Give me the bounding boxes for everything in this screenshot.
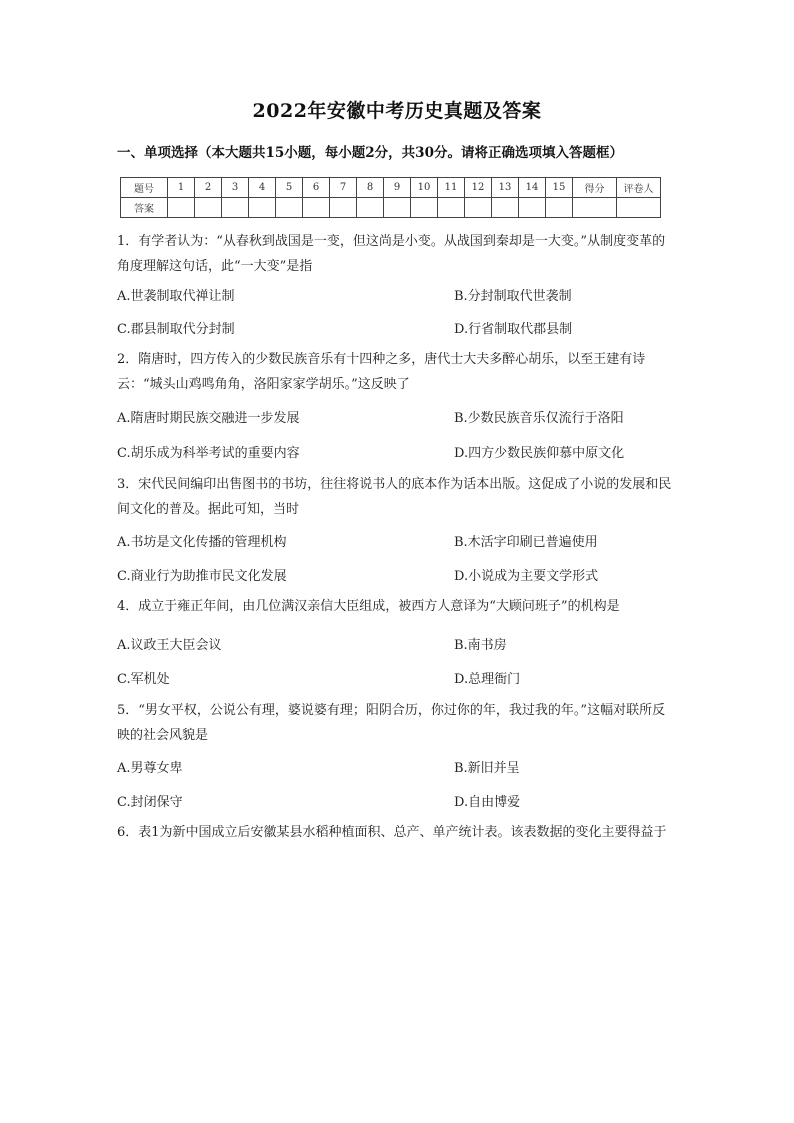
question-3-option-b: B.木活字印刷已普遍使用: [454, 535, 598, 550]
question-3-stem: 3．宋代民间编印出售图书的书坊，往往将说书人的底本作为话本出版。这促成了小说的发展和民间文化的普及。据此可知，当时: [117, 477, 672, 517]
score-cell[interactable]: [573, 198, 617, 218]
answer-table-number: 8: [357, 178, 384, 198]
question-1-option-b: B.分封制取代世袭制: [454, 289, 572, 304]
grader-cell[interactable]: [617, 198, 661, 218]
answer-cell[interactable]: [411, 198, 438, 218]
answer-table-number: 7: [330, 178, 357, 198]
question-2-option-a: A.隋唐时期民族交融进一步发展: [117, 411, 300, 426]
answer-cell[interactable]: [357, 198, 384, 218]
answer-table-number: 5: [276, 178, 303, 198]
question-2-stem: 2．隋唐时，四方传入的少数民族音乐有十四种之多，唐代士大夫多醉心胡乐，以至王建有诗云：“城头山鸡鸣角角，洛阳家家学胡乐。”这反映了: [117, 352, 646, 392]
question-2-option-b: B.少数民族音乐仅流行于洛阳: [454, 411, 624, 426]
answer-table-number: 14: [519, 178, 546, 198]
answer-cell[interactable]: [519, 198, 546, 218]
answer-table-number: 13: [492, 178, 519, 198]
answer-table-number: 11: [438, 178, 465, 198]
question-1-option-a: A.世袭制取代禅让制: [117, 289, 235, 304]
question-5-option-c: C.封闭保守: [117, 795, 183, 810]
question-4-option-a: A.议政王大臣会议: [117, 638, 222, 653]
answer-table-number: 10: [411, 178, 438, 198]
question-5-option-d: D.自由博爱: [454, 795, 521, 810]
answer-table: [120, 177, 661, 218]
answer-cell[interactable]: [276, 198, 303, 218]
answer-cell[interactable]: [222, 198, 249, 218]
question-2-option-c: C.胡乐成为科举考试的重要内容: [117, 446, 300, 461]
answer-cell[interactable]: [303, 198, 330, 218]
answer-cell[interactable]: [168, 198, 195, 218]
answer-table-number: 12: [465, 178, 492, 198]
question-4-stem: 4．成立于雍正年间，由几位满汉亲信大臣组成，被西方人意译为“大顾问班子”的机构是: [117, 599, 620, 614]
answer-table-number: 4: [249, 178, 276, 198]
question-3-option-a: A.书坊是文化传播的管理机构: [117, 535, 287, 550]
answer-table-number: 6: [303, 178, 330, 198]
question-1-stem: 1．有学者认为：“从春秋到战国是一变，但这尚是小变。从战国到秦却是一大变。”从制度变革的角度理解这句话，此“一大变”是指: [117, 234, 666, 274]
page-title: 2022年安徽中考历史真题及答案: [252, 100, 542, 122]
question-4-option-d: D.总理衙门: [454, 672, 521, 687]
answer-table-number: 3: [222, 178, 249, 198]
question-1-option-c: C.郡县制取代分封制: [117, 322, 235, 337]
question-3-option-d: D.小说成为主要文学形式: [454, 569, 599, 584]
question-5-option-a: A.男尊女卑: [117, 761, 183, 776]
answer-cell[interactable]: [384, 198, 411, 218]
answer-cell[interactable]: [195, 198, 222, 218]
answer-table-score-label: 得分: [573, 178, 617, 198]
answer-table-number: 2: [195, 178, 222, 198]
answer-cell[interactable]: [546, 198, 573, 218]
answer-table-number: 15: [546, 178, 573, 198]
answer-table-number: 1: [168, 178, 195, 198]
answer-cell[interactable]: [249, 198, 276, 218]
answer-table-answer-row: [121, 198, 661, 218]
answer-table-row-label: 题号: [121, 178, 168, 198]
answer-table-row-label: 答案: [121, 198, 168, 218]
question-1-option-d: D.行省制取代郡县制: [454, 322, 573, 337]
question-5-option-b: B.新旧并呈: [454, 761, 520, 776]
section-heading: 一、单项选择（本大题共15小题，每小题2分，共30分。请将正确选项填入答题框）: [117, 145, 623, 161]
answer-table-grader-label: 评卷人: [617, 178, 661, 198]
question-4-option-c: C.军机处: [117, 672, 170, 687]
question-2-option-d: D.四方少数民族仰慕中原文化: [454, 446, 625, 461]
question-3-option-c: C.商业行为助推市民文化发展: [117, 569, 287, 584]
answer-table-number-row: [121, 178, 661, 198]
answer-cell[interactable]: [465, 198, 492, 218]
question-4-option-b: B.南书房: [454, 638, 507, 653]
question-6-stem: 6．表1为新中国成立后安徽某县水稻种植面积、总产、单产统计表。该表数据的变化主要得益于: [117, 825, 667, 840]
answer-cell[interactable]: [492, 198, 519, 218]
answer-cell[interactable]: [330, 198, 357, 218]
question-5-stem: 5．“男女平权，公说公有理，婆说婆有理；阳阴合历，你过你的年，我过我的年。”这幅对联所反映的社会风貌是: [117, 703, 666, 743]
answer-cell[interactable]: [438, 198, 465, 218]
answer-table-number: 9: [384, 178, 411, 198]
